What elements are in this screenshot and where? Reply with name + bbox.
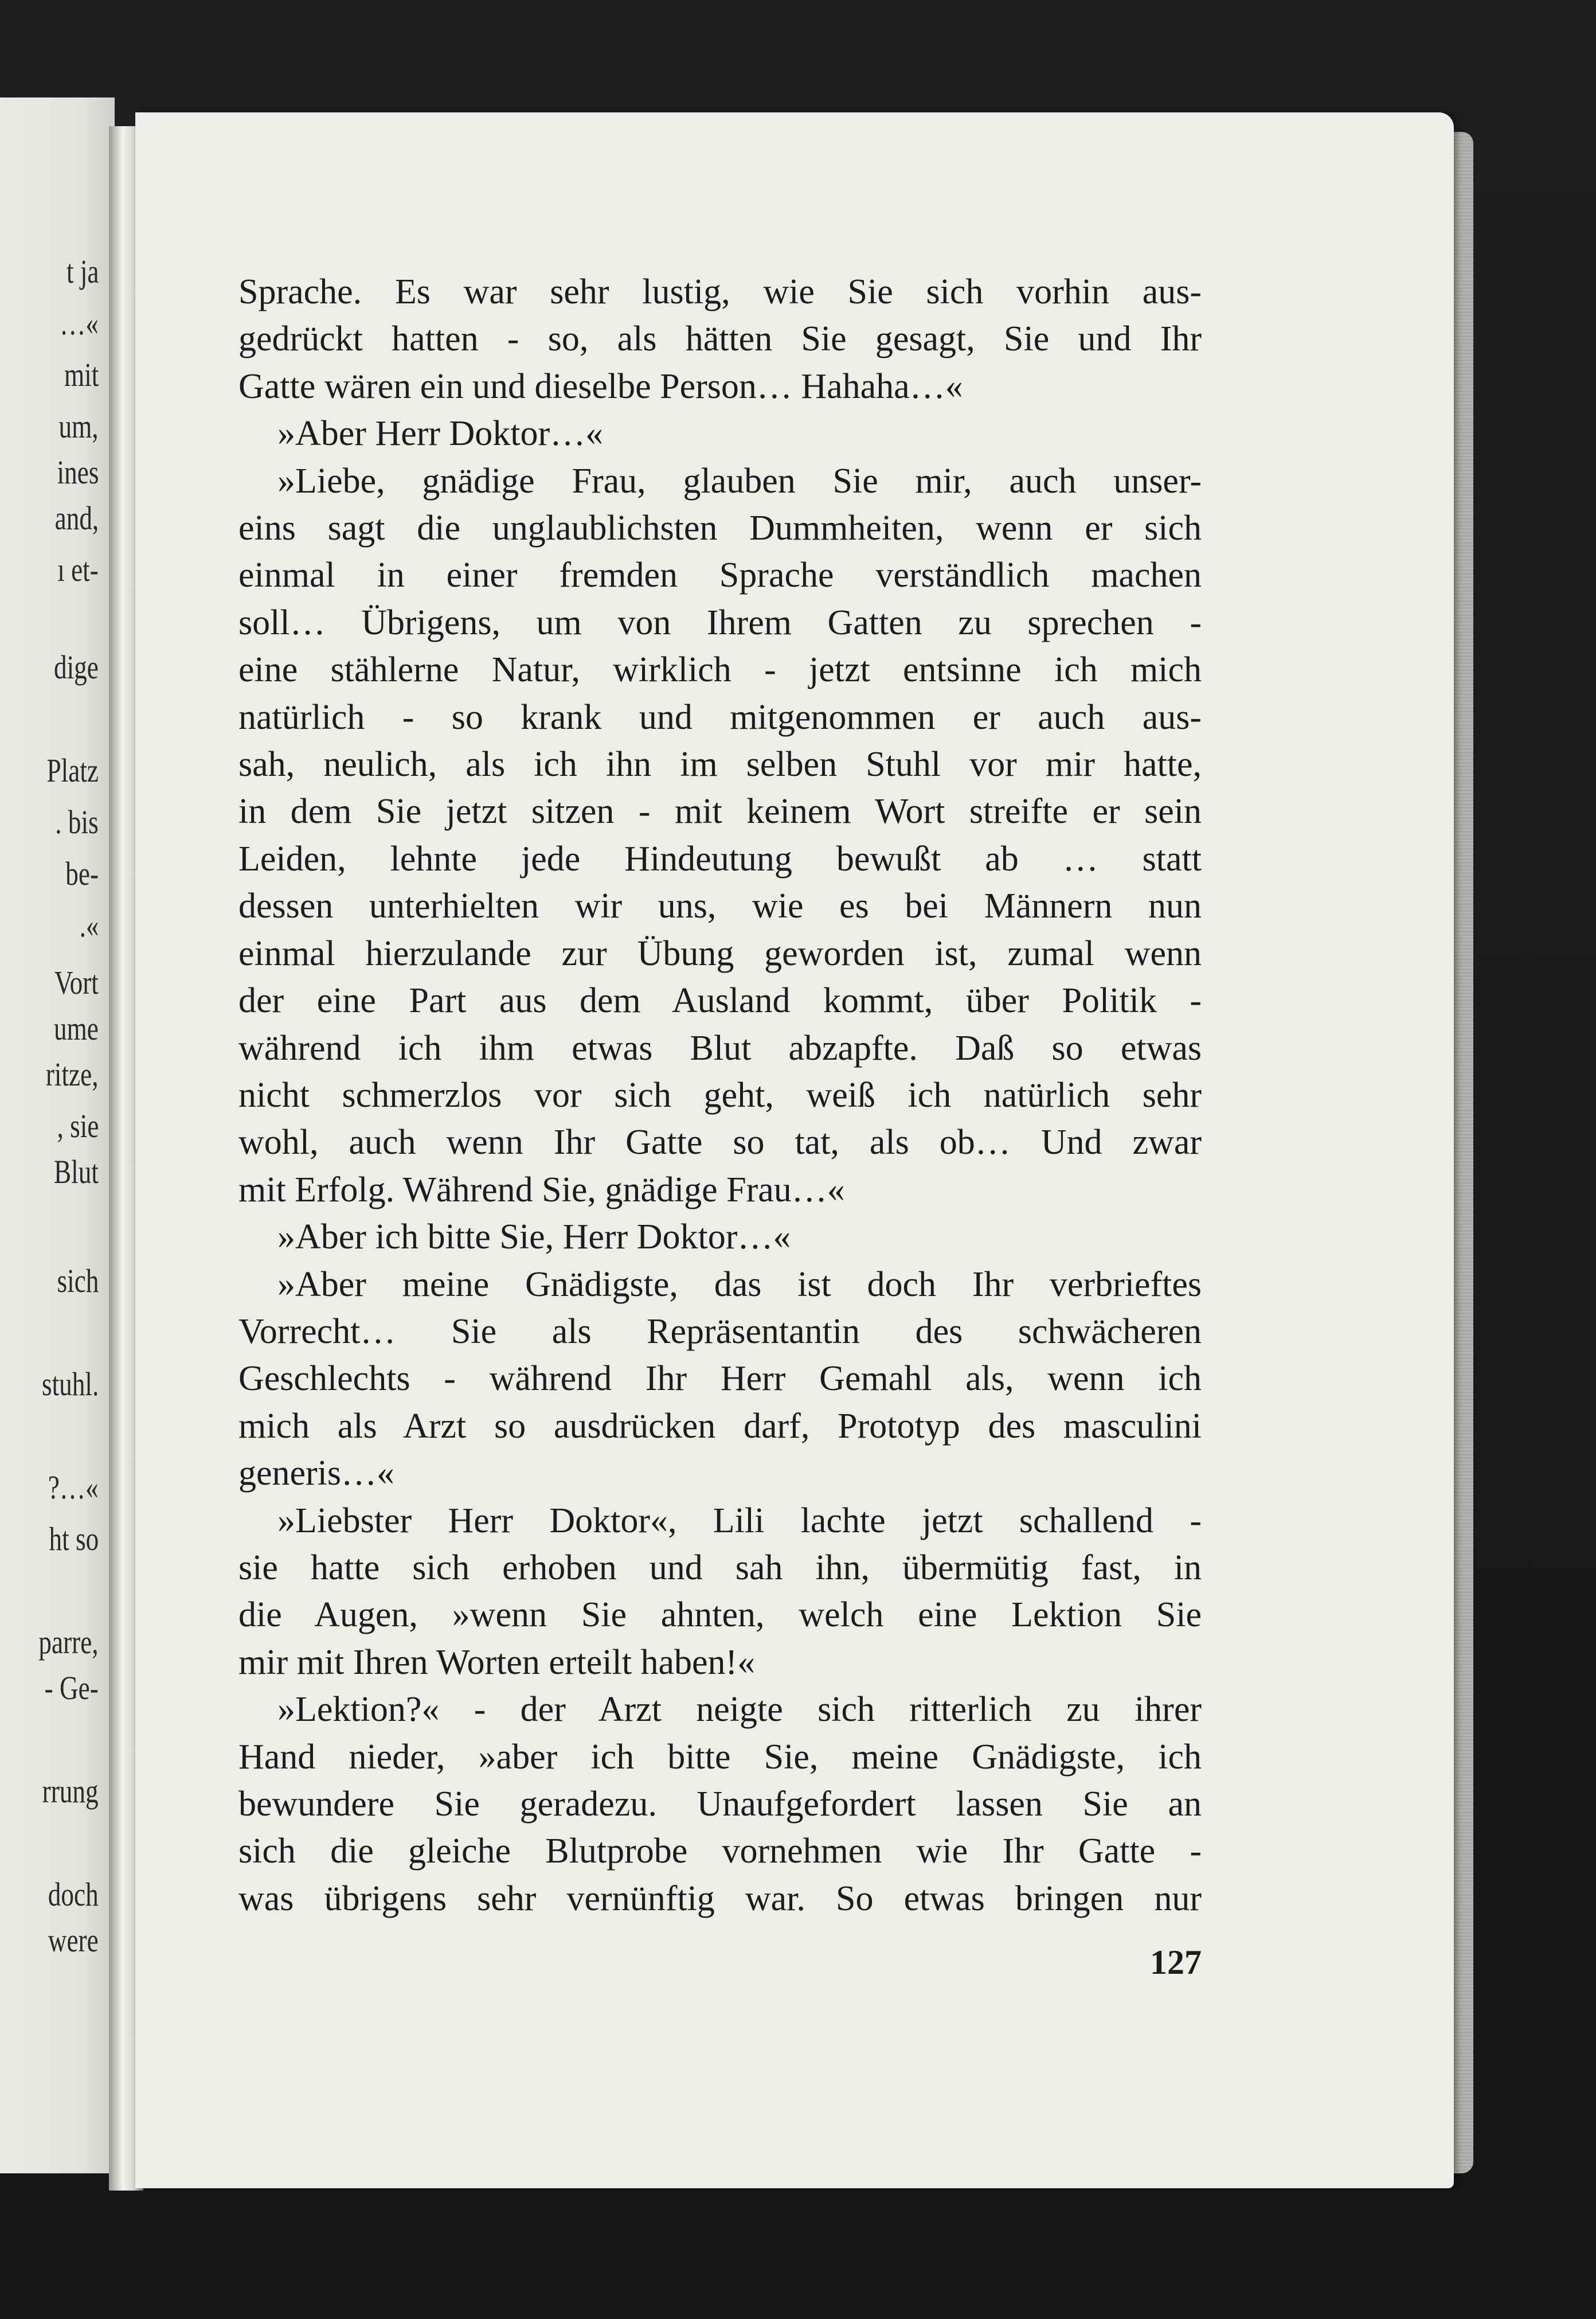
text-line: sie hatte sich erhoben und sah ihn, übermütig fast, in — [238, 1548, 1202, 1587]
text-line: die Augen, »wenn Sie ahnten, welch eine Lektion Sie — [238, 1595, 1202, 1635]
text-line: eine stählerne Natur, wirklich - jetzt entsinne ich mich — [238, 650, 1202, 690]
text-line: »Aber ich bitte Sie, Herr Doktor…« — [277, 1217, 791, 1257]
left-page-fragment: . bis — [55, 803, 99, 841]
text-line: sich die gleiche Blutprobe vornehmen wie Ihr Gatte - — [238, 1832, 1202, 1871]
left-page-fragment: …« — [60, 304, 99, 342]
left-page-fragment: and, — [54, 499, 99, 537]
text-line: Vorrecht… Sie als Repräsentantin des schwächeren — [238, 1311, 1202, 1351]
left-page-fragment: ritze, — [46, 1056, 99, 1093]
text-line: Sprache. Es war sehr lustig, wie Sie sich vorhin aus- — [238, 272, 1202, 311]
left-page-fragment: Vort — [54, 964, 99, 1001]
left-page-fragment: be- — [65, 855, 99, 892]
text-line: generis…« — [238, 1454, 395, 1493]
left-page-fragment: stuhl. — [41, 1365, 99, 1403]
left-page-fragment: ı et- — [57, 551, 99, 588]
text-line: natürlich - so krank und mitgenommen er auch aus- — [238, 697, 1202, 737]
left-page-fragment: ume — [54, 1010, 99, 1047]
text-line: mit Erfolg. Während Sie, gnädige Frau…« — [238, 1170, 845, 1209]
text-line: Geschlechts - während Ihr Herr Gemahl als, wenn ich — [238, 1359, 1202, 1399]
text-line: sah, neulich, als ich ihn im selben Stuhl vor mir hatte, — [238, 745, 1202, 784]
page-number: 127 — [1150, 1943, 1202, 1981]
right-page — [135, 112, 1454, 2188]
left-page-fragment: mit — [64, 356, 99, 393]
text-line: »Aber meine Gnädigste, das ist doch Ihr verbrieftes — [277, 1264, 1202, 1304]
text-line: Hand nieder, »aber ich bitte Sie, meine Gnädigste, ich — [238, 1737, 1202, 1777]
text-line: gedrückt hatten - so, als hätten Sie gesagt, Sie und Ihr — [238, 319, 1202, 359]
text-line: soll… Übrigens, um von Ihrem Gatten zu sprechen - — [238, 603, 1202, 642]
left-page-fragment: ht so — [49, 1520, 99, 1557]
left-page-fragment: Platz — [46, 752, 99, 789]
left-page-fragment: um, — [58, 408, 99, 445]
left-page-fragment: sich — [57, 1262, 99, 1299]
left-page-fragment: - Ge- — [44, 1669, 99, 1707]
text-line: »Aber Herr Doktor…« — [277, 414, 604, 454]
left-page-fragment: Blut — [54, 1153, 99, 1190]
left-page-fragment: ines — [57, 454, 99, 491]
text-line: einmal in einer fremden Sprache verständlich machen — [238, 556, 1202, 595]
text-line: in dem Sie jetzt sitzen - mit keinem Wort streifte er sein — [238, 792, 1202, 831]
text-line: »Lektion?« - der Arzt neigte sich ritterlich zu ihrer — [277, 1690, 1202, 1730]
left-page-fragment: were — [48, 1922, 99, 1959]
left-page-fragment: t ja — [66, 253, 99, 290]
text-line: der eine Part aus dem Ausland kommt, über Politik - — [238, 981, 1202, 1021]
text-line: eins sagt die unglaublichsten Dummheiten, wenn er sich — [238, 509, 1202, 548]
text-line: Gatte wären ein und dieselbe Person… Hahaha…« — [238, 366, 963, 406]
left-page-fragment: dige — [54, 649, 99, 686]
left-page-fragment: .« — [79, 907, 99, 944]
text-line: während ich ihm etwas Blut abzapfte. Daß so etwas — [238, 1028, 1202, 1068]
text-line: nicht schmerzlos vor sich geht, weiß ich natürlich sehr — [238, 1075, 1202, 1115]
text-line: mir mit Ihren Worten erteilt haben!« — [238, 1642, 756, 1682]
left-page — [0, 97, 115, 2173]
text-line: wohl, auch wenn Ihr Gatte so tat, als ob… Und zwar — [238, 1123, 1202, 1162]
text-line: »Liebe, gnädige Frau, glauben Sie mir, auch unser- — [277, 461, 1202, 501]
text-line: »Liebster Herr Doktor«, Lili lachte jetzt schallend - — [277, 1501, 1202, 1540]
text-line: einmal hierzulande zur Übung geworden ist, zumal wenn — [238, 934, 1202, 973]
body-text — [238, 268, 1202, 1922]
left-page-fragment: , sie — [57, 1107, 99, 1145]
text-line: mich als Arzt so ausdrücken darf, Prototyp des masculini — [238, 1406, 1202, 1446]
text-line: was übrigens sehr vernünftig war. So etwas bringen nur — [238, 1879, 1202, 1918]
left-page-fragment: parre, — [38, 1623, 99, 1661]
text-line: Leiden, lehnte jede Hindeutung bewußt ab … statt — [238, 839, 1202, 879]
left-page-fragment: ?…« — [48, 1469, 99, 1506]
text-line: bewundere Sie geradezu. Unaufgefordert lassen Sie an — [238, 1785, 1202, 1824]
text-line: dessen unterhielten wir uns, wie es bei Männern nun — [238, 887, 1202, 926]
left-page-fragment: doch — [48, 1876, 99, 1913]
left-page-fragment: rrung — [42, 1773, 99, 1810]
